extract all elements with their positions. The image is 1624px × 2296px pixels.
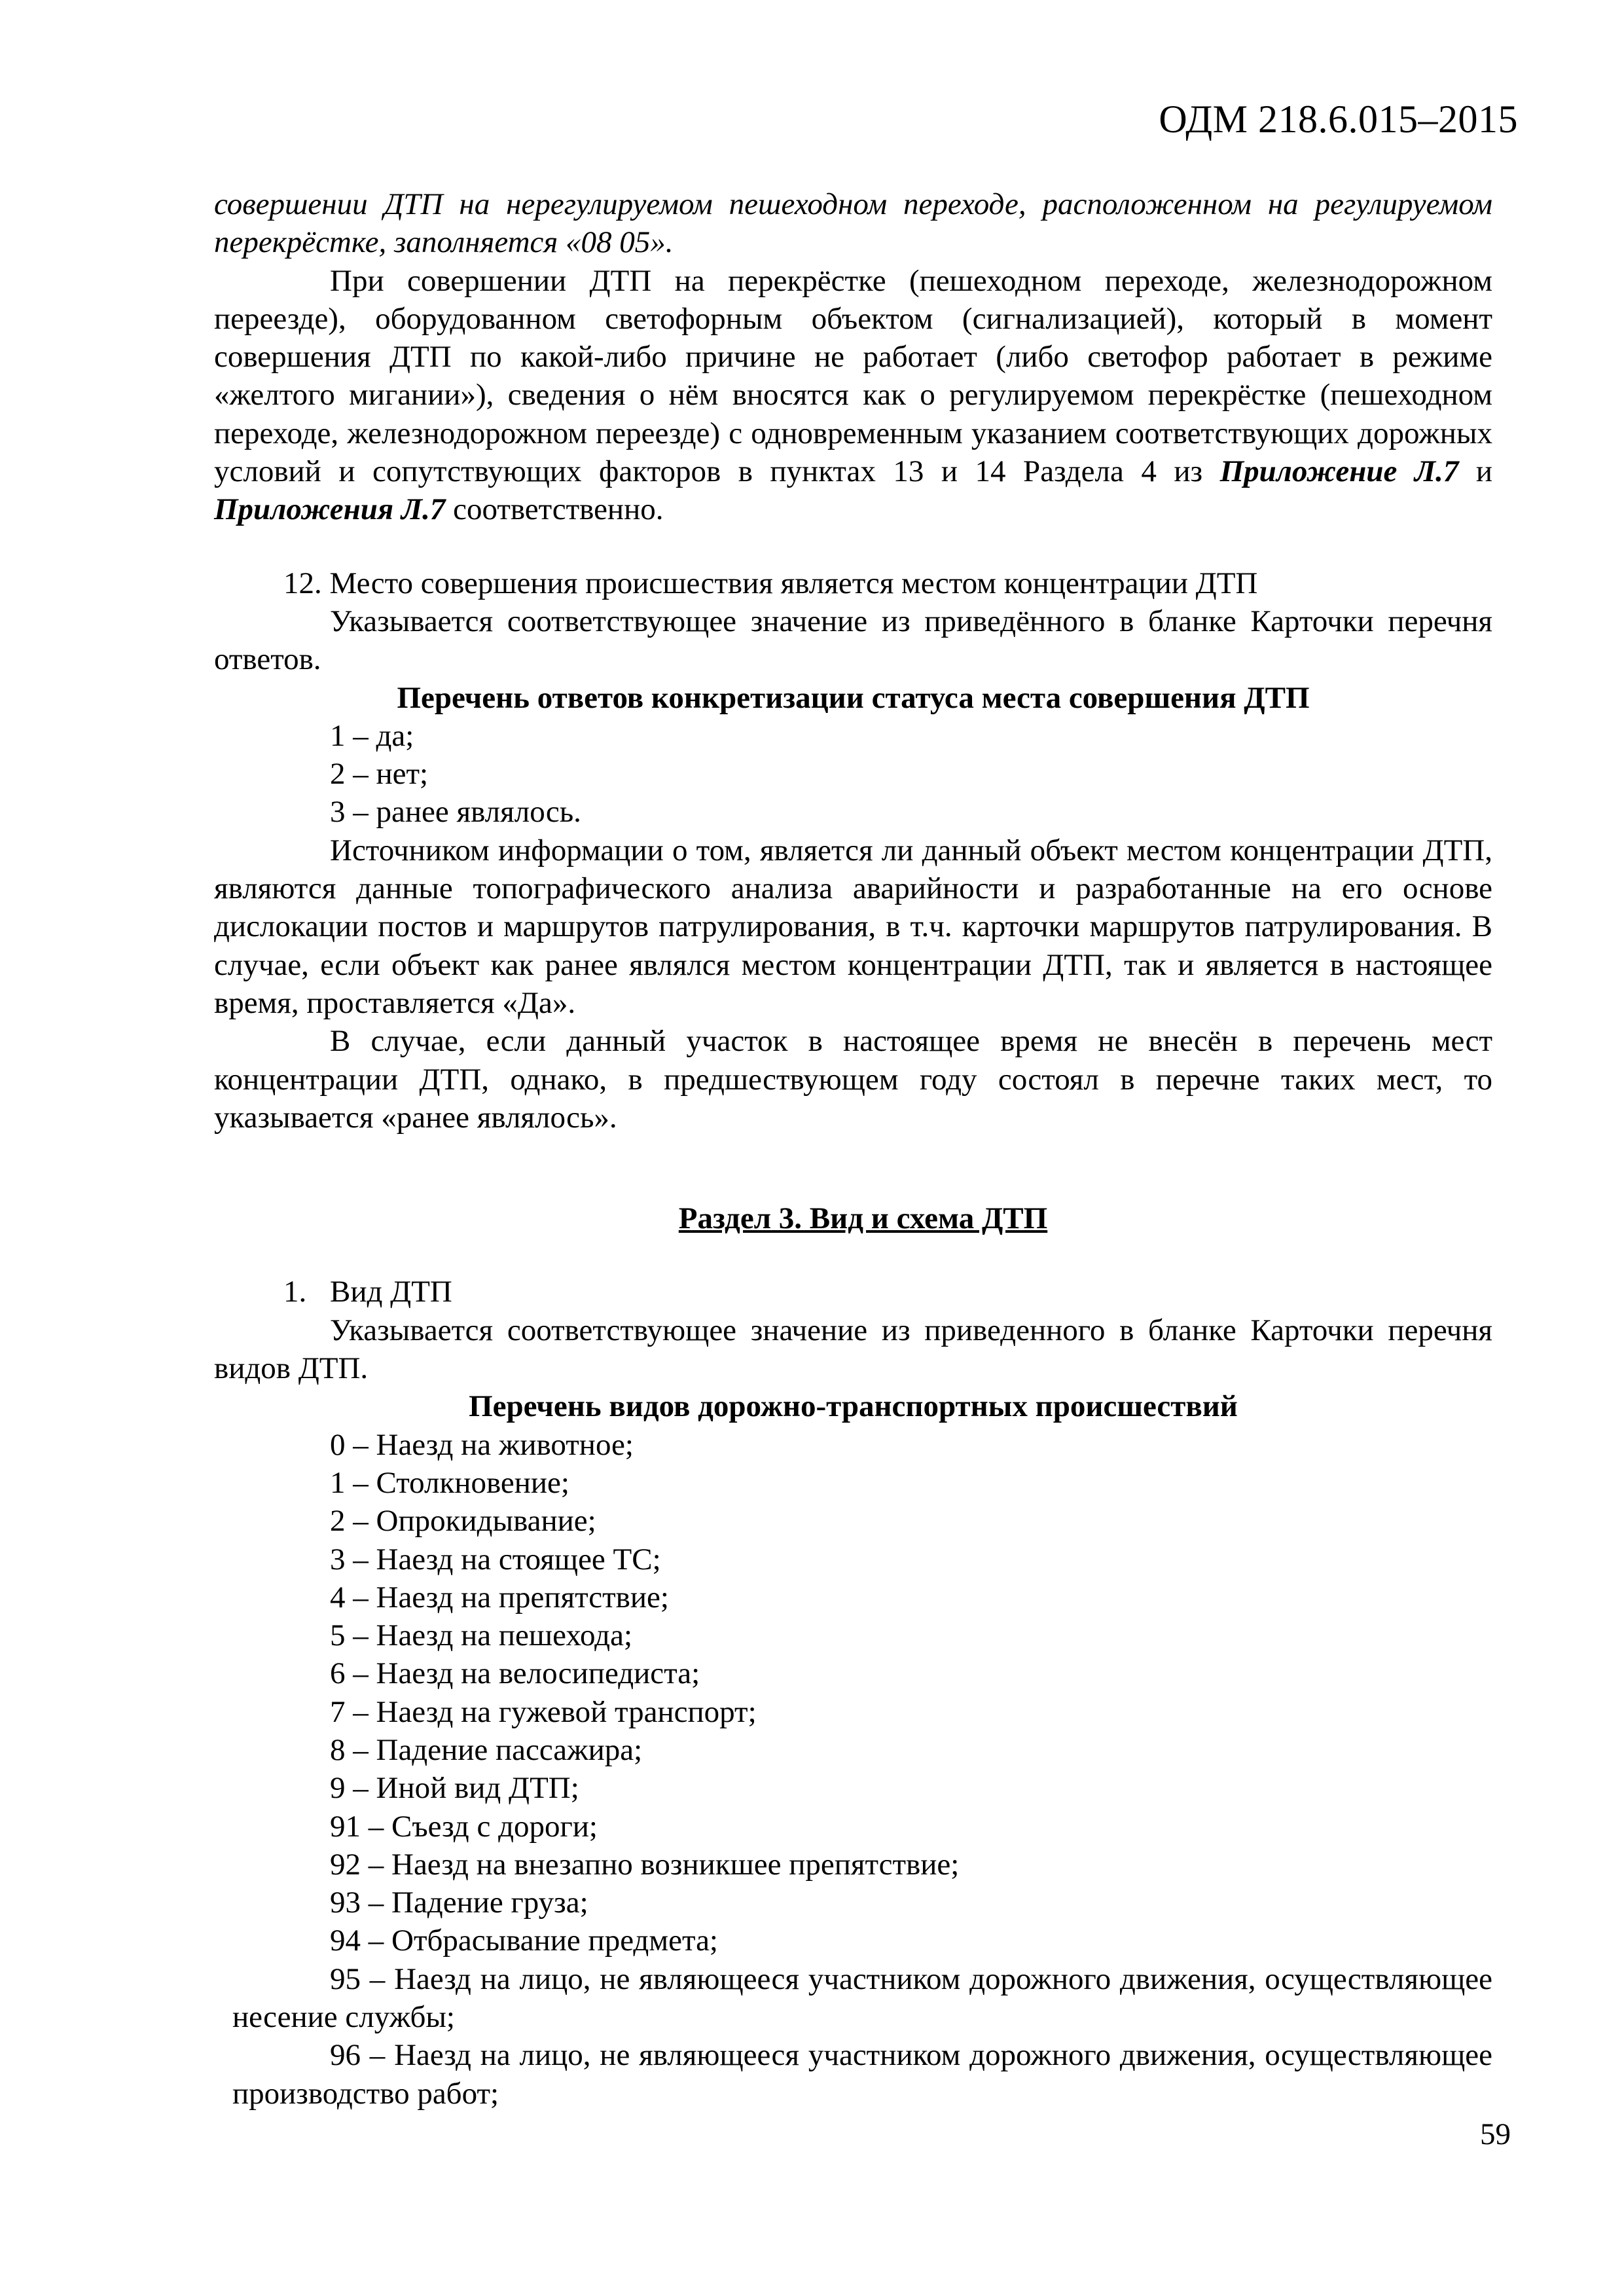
item-12-list-heading: Перечень ответов конкретизации статуса места совершения ДТП bbox=[397, 680, 1310, 715]
spacer bbox=[214, 1137, 1492, 1199]
list-item: 91 – Съезд с дороги; bbox=[330, 1809, 598, 1844]
section-3-title: Раздел 3. Вид и схема ДТП bbox=[678, 1201, 1048, 1236]
italic-continuation: совершении ДТП на нерегулируемом пешеходном переходе, расположенном на регулируемом перекрёстке, заполняется «08 05». bbox=[214, 187, 1492, 260]
list-item: 9 – Иной вид ДТП; bbox=[330, 1771, 579, 1806]
list-item: 2 – нет; bbox=[330, 757, 429, 792]
paragraph-regulated-intersection bbox=[214, 262, 1492, 529]
appendix-reference: Приложения Л.7 bbox=[214, 492, 446, 527]
case-paragraph: В случае, если данный участок в настоящее время не внесён в перечень мест концентрации ДТП, однако, в предшествующем году состоял в перечне таких мест, то указывается «ранее являлось». bbox=[214, 1024, 1492, 1135]
spacer bbox=[214, 1237, 1492, 1273]
list-item: 3 – ранее являлось. bbox=[330, 795, 581, 829]
item-number: 1. bbox=[283, 1275, 307, 1309]
list-item: 4 – Наезд на препятствие; bbox=[330, 1580, 669, 1614]
conjunction: и bbox=[1475, 454, 1493, 489]
section-3-instruction: Указывается соответствующее значение из приведенного в бланке Карточки перечня видов ДТП. bbox=[214, 1313, 1492, 1386]
list-item: 3 – Наезд на стоящее ТС; bbox=[330, 1542, 661, 1576]
section-3-list-heading: Перечень видов дорожно-транспортных происшествий bbox=[469, 1389, 1238, 1424]
page-content bbox=[214, 185, 1492, 2113]
appendix-reference: Приложение Л.7 bbox=[1219, 454, 1459, 489]
list-item: 93 – Падение груза; bbox=[330, 1886, 588, 1920]
list-item: 1 – да; bbox=[330, 718, 414, 753]
list-item: 92 – Наезд на внезапно возникшее препятствие; bbox=[330, 1847, 960, 1882]
paragraph-text: При совершении ДТП на перекрёстке (пешеходном переходе, железнодорожном переезде), оборудованном светофорным объектом (сигнализацией), который в момент совершения ДТП по какой-либо причине не работает (либо светофор работает в режиме «желтого мигании»), сведения о нём вносятся как о регулируемом перекрёстке (пешеходном переходе, железнодорожном переезде) с одновременным указанием соответствующих дорожных условий и сопутствующих факторов в пунктах 13 и 14 Раздела 4 из bbox=[214, 263, 1492, 489]
item-1-title bbox=[214, 1273, 1492, 1311]
item-label: Вид ДТП bbox=[330, 1275, 452, 1309]
list-item: 94 – Отбрасывание предмета; bbox=[330, 1923, 718, 1958]
list-item: 0 – Наезд на животное; bbox=[330, 1427, 634, 1462]
item-12-title: 12. Место совершения происшествия является местом концентрации ДТП bbox=[283, 566, 1258, 600]
list-item: 2 – Опрокидывание; bbox=[330, 1504, 596, 1539]
list-item: 5 – Наезд на пешехода; bbox=[330, 1618, 633, 1653]
list-item: 6 – Наезд на велосипедиста; bbox=[330, 1656, 700, 1691]
list-item: 95 – Наезд на лицо, не являющееся участником дорожного движения, осуществляющее несение службы; bbox=[232, 1961, 1492, 2035]
document-code: ОДМ 218.6.015–2015 bbox=[1159, 98, 1518, 141]
list-item: 96 – Наезд на лицо, не являющееся участником дорожного движения, осуществляющее производство работ; bbox=[232, 2038, 1492, 2111]
list-item: 7 – Наезд на гужевой транспорт; bbox=[330, 1694, 757, 1729]
list-item: 8 – Падение пассажира; bbox=[330, 1732, 643, 1767]
list-item: 1 – Столкновение; bbox=[330, 1465, 569, 1500]
item-12-instruction: Указывается соответствующее значение из приведённого в бланке Карточки перечня ответов. bbox=[214, 604, 1492, 677]
spacer bbox=[214, 529, 1492, 564]
paragraph-ending: соответственно. bbox=[453, 492, 664, 527]
source-paragraph: Источником информации о том, является ли данный объект местом концентрации ДТП, являются данные топографического анализа аварийности и разработанные на его основе дислокации постов и маршрутов патрулирования, в т.ч. карточки маршрутов патрулирования. В случае, если объект как ранее являлся местом концентрации ДТП, так и является в настоящее время, проставляется «Да». bbox=[214, 833, 1492, 1020]
page-number: 59 bbox=[1480, 2117, 1511, 2151]
